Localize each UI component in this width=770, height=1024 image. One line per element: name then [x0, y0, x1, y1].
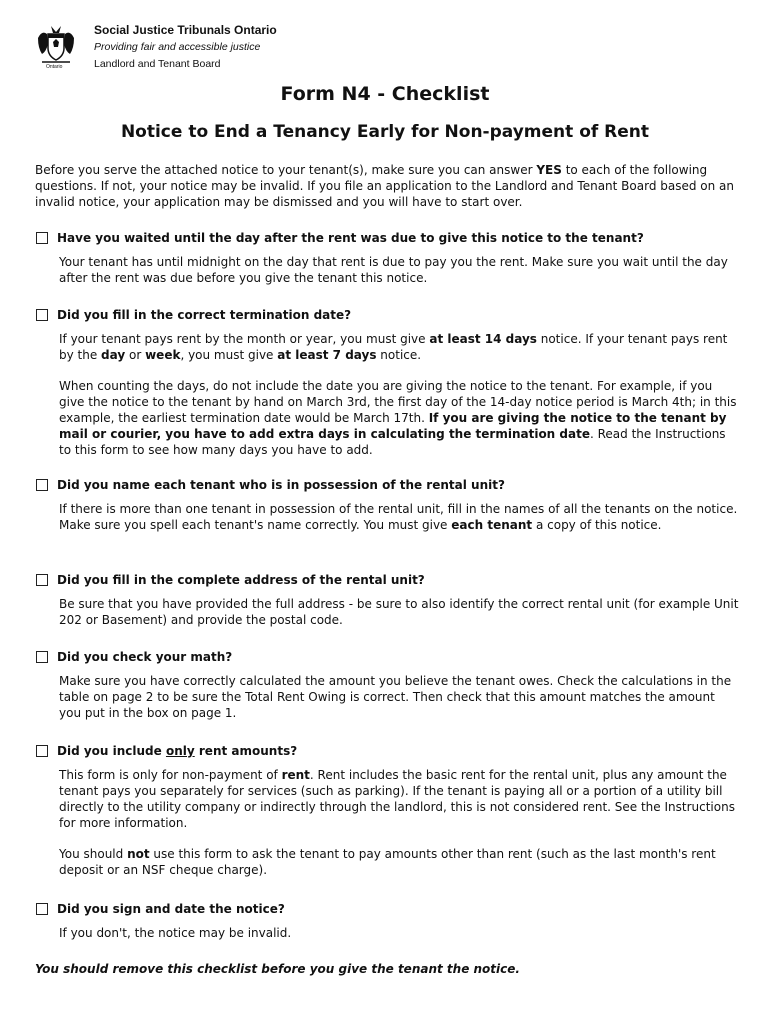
text: use this form to ask the tenant to pay amounts other than rent (such as the last month's rent deposit or an NSF cheque charge).	[59, 847, 716, 877]
intro-paragraph	[35, 162, 735, 210]
answer-6-paragraph-2	[59, 846, 739, 878]
bold-text: each tenant	[451, 518, 533, 532]
answer-3	[59, 501, 739, 533]
text: . Rent includes the basic rent for the rental unit, plus any amount the tenant pays you separately for services (such as parking). If the tenant is paying all or a portion of a utility bill directly to the utility company or indirectly through the landlord, this is not considered rent. See the Instructions for more information.	[59, 768, 735, 830]
intro-yes: YES	[536, 163, 562, 177]
form-subtitle: Notice to End a Tenancy Early for Non-payment of Rent	[120, 122, 650, 142]
footer-note: You should remove this checklist before you give the tenant the notice.	[35, 962, 520, 976]
bold-text: not	[127, 847, 150, 861]
organization-block	[94, 22, 277, 73]
checkbox-q2[interactable]	[36, 309, 48, 321]
answer-2-paragraph-2	[59, 378, 739, 458]
checklist-item-6	[36, 744, 736, 878]
bold-text: week	[145, 348, 181, 362]
answer-3-text	[59, 501, 739, 533]
answer-1-text: Your tenant has until midnight on the day that rent is due to pay you the rent. Make sure you wait until the day after the rent was due before you give the tenant this notice.	[59, 255, 728, 285]
answer-2-paragraph-1	[59, 331, 739, 363]
checkbox-q6[interactable]	[36, 745, 48, 757]
question-3: Did you name each tenant who is in possession of the rental unit?	[57, 478, 505, 492]
bold-text: day	[101, 348, 126, 362]
organization-name: Social Justice Tribunals Ontario	[94, 23, 277, 37]
answer-7	[59, 925, 739, 941]
text: , you must give	[180, 348, 278, 362]
text: If there is more than one tenant in possession of the rental unit, fill in the names of all the tenants on the notice. Make sure you spell each tenant's name correctly. You must give	[59, 502, 738, 532]
checklist-item-3	[36, 478, 736, 533]
question-2: Did you fill in the correct termination date?	[57, 308, 352, 322]
answer-7-text: If you don't, the notice may be invalid.	[59, 926, 292, 940]
bold-text: If you are giving the notice to the tenant by mail or courier, you have to add extra days in calculating the termination date	[59, 411, 727, 441]
organization-tagline: Providing fair and accessible justice	[94, 41, 261, 53]
bold-text: at least 14 days	[429, 332, 537, 346]
checklist-item-4	[36, 573, 739, 628]
text: If your tenant pays rent by the month or year, you must give	[59, 332, 430, 346]
underlined-text: only	[165, 744, 195, 758]
checkbox-q5[interactable]	[36, 651, 48, 663]
intro-text-1: Before you serve the attached notice to your tenant(s), make sure you can answer	[35, 163, 537, 177]
intro-text-2: to each of the following questions. If not, your notice may be invalid. If you file an application to the Landlord and Tenant Board based on an invalid notice, your application may be dismissed and you will have to start over.	[35, 163, 735, 209]
answer-2	[59, 331, 739, 458]
question-1: Have you waited until the day after the rent was due to give this notice to the tenant?	[57, 231, 644, 245]
page-header	[34, 22, 334, 74]
crest-caption: Ontario	[46, 64, 63, 70]
question-7: Did you sign and date the notice?	[57, 902, 285, 916]
text: You should	[59, 847, 128, 861]
bold-text: at least 7 days	[277, 348, 377, 362]
checklist-item-1	[36, 231, 736, 286]
text: a copy of this notice.	[532, 518, 662, 532]
checkbox-q7[interactable]	[36, 903, 48, 915]
text: . Read the Instructions to this form to see how many days you have to add.	[59, 427, 726, 457]
question-4: Did you fill in the complete address of the rental unit?	[57, 573, 425, 587]
text: rent amounts?	[194, 744, 298, 758]
text: Did you include	[57, 744, 166, 758]
checklist-item-2	[36, 308, 736, 458]
answer-5-text: Make sure you have correctly calculated the amount you believe the tenant owes. Check the calculations in the table on page 2 to be sure the Total Rent Owing is correct. Then check that this amount matches the amount you put in the box on page 1.	[59, 674, 732, 720]
checkbox-q3[interactable]	[36, 479, 48, 491]
answer-1	[59, 254, 739, 286]
question-5: Did you check your math?	[57, 650, 233, 664]
text: This form is only for non-payment of	[59, 768, 282, 782]
answer-6	[59, 767, 739, 878]
checkbox-q4[interactable]	[36, 574, 48, 586]
answer-5	[59, 673, 739, 721]
bold-text: rent	[281, 768, 310, 782]
board-name: Landlord and Tenant Board	[94, 58, 221, 70]
checkbox-q1[interactable]	[36, 232, 48, 244]
text: When counting the days, do not include the date you are giving the notice to the tenant. For example, if you give the notice to the tenant by hand on March 3rd, the first day of the 14-day notice period is March 4th; in this example, the earliest termination date would be March 17th.	[59, 379, 737, 425]
checklist-item-5	[36, 650, 736, 721]
text: notice.	[376, 348, 422, 362]
answer-4-text: Be sure that you have provided the full address - be sure to also identify the correct rental unit (for example Unit 202 or Basement) and provide the postal code.	[59, 597, 739, 627]
form-title: Form N4 - Checklist	[280, 83, 490, 105]
text: or	[125, 348, 146, 362]
answer-4	[59, 596, 739, 628]
checklist-item-7	[36, 902, 736, 941]
answer-6-paragraph-1	[59, 767, 739, 831]
question-6	[57, 744, 297, 758]
text: notice. If your tenant pays rent by the	[59, 332, 728, 362]
